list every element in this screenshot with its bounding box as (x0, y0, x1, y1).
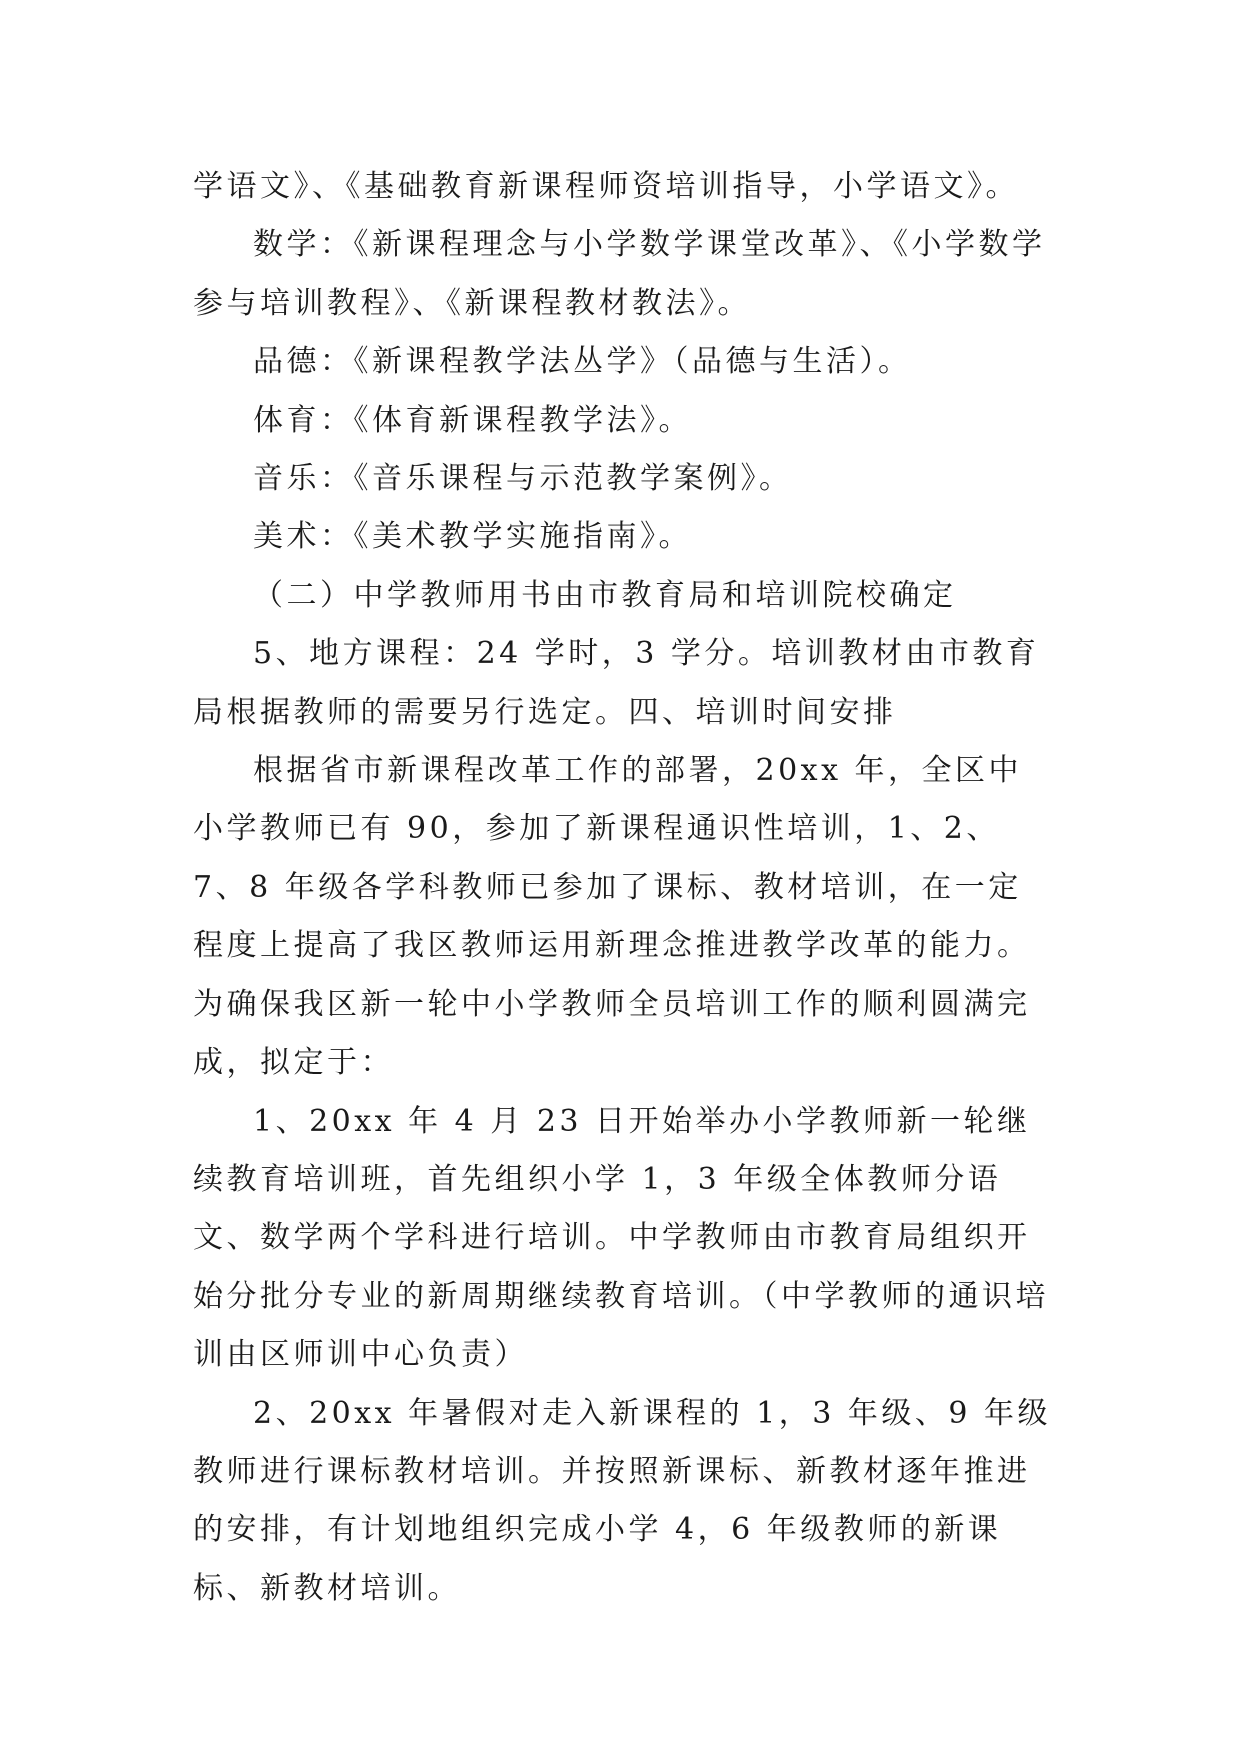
paragraph-music-books: 音乐：《音乐课程与示范教学案例》。 (253, 461, 793, 497)
paragraph-moral-books: 品德：《新课程教学法丛学》（品德与生活）。 (253, 344, 912, 380)
paragraph-middle-school-books: （二）中学教师用书由市教育局和培训院校确定 (253, 577, 957, 613)
paragraph-local-curriculum: 5、地方课程：24 学时，3 学分。培训教材由市教育局根据教师的需要另行选定。四、培训时间安排 (193, 636, 1040, 730)
paragraph-schedule-item-2: 2、20xx 年暑假对走入新课程的 1，3 年级、9 年级教师进行课标教材培训。并按照新课标、新教材逐年推进的安排，有计划地组织完成小学 4，6 年级教师的新课标、新教材培训。 (193, 1395, 1052, 1606)
paragraph-art-books: 美术：《美术教学实施指南》。 (253, 519, 692, 555)
paragraph-continuation: 学语文》、《基础教育新课程师资培训指导，小学语文》。 (193, 169, 1019, 204)
document-body (193, 158, 1053, 1618)
paragraph-math-books: 数学：《新课程理念与小学数学课堂改革》、《小学数学参与培训教程》、《新课程教材教法》。 (193, 227, 1046, 321)
paragraph-schedule-intro: 根据省市新课程改革工作的部署，20xx 年，全区中小学教师已有 90，参加了新课程通识性培训，1、2、7、8 年级各学科教师已参加了课标、教材培训，在一定程度上提高了我区教师运用新理念推进教学改革的能力。为确保我区新一轮中小学教师全员培训工作的顺利圆满完成，拟定于： (193, 753, 1031, 1081)
paragraph-pe-books: 体育：《体育新课程教学法》。 (253, 402, 692, 438)
paragraph-schedule-item-1: 1、20xx 年 4 月 23 日开始举办小学教师新一轮继续教育培训班，首先组织小学 1，3 年级全体教师分语文、数学两个学科进行培训。中学教师由市教育局组织开始分批分专业的新周期继续教育培训。（中学教师的通识培训由区师训中心负责） (193, 1103, 1049, 1373)
